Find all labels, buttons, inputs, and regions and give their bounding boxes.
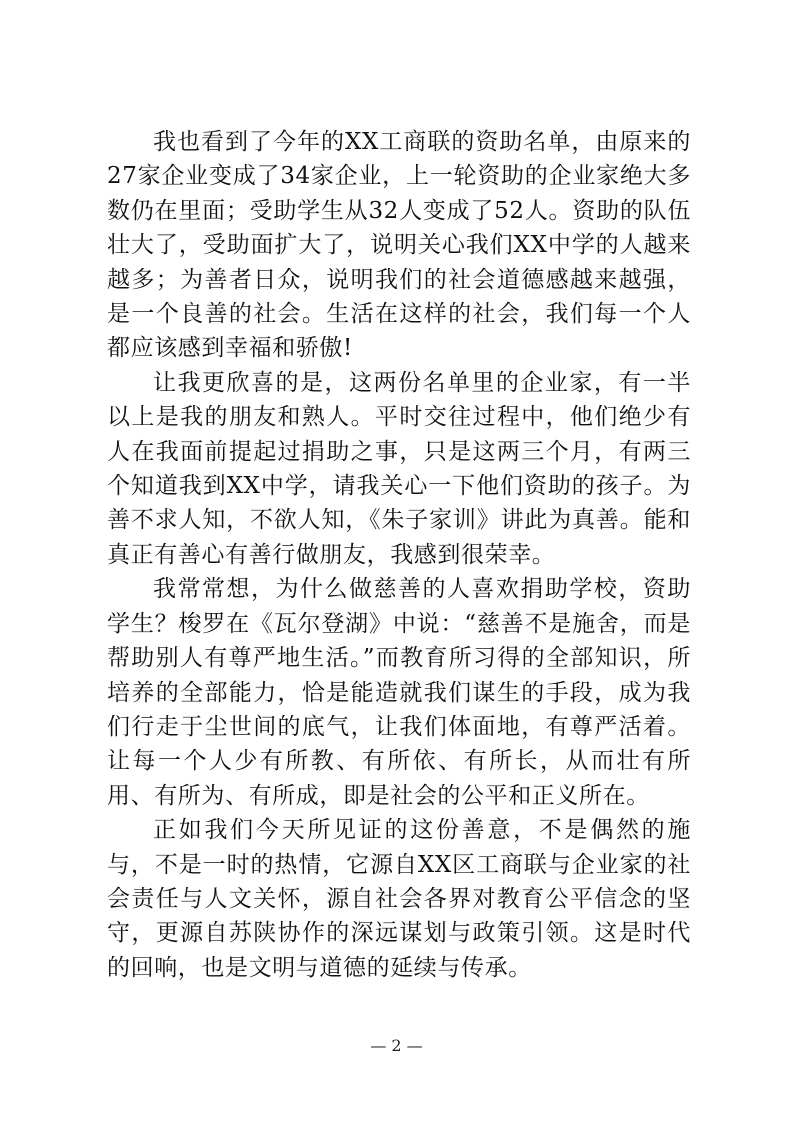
paragraph-2: 让我更欣喜的是，这两份名单里的企业家，有一半以上是我的朋友和熟人。平时交往过程中，他们绝少有人在我面前提起过捐助之事，只是这两三个月，有两三个知道我到XX中学，请我关心一下他们资助的孩子。为善不求人知，不欲人知，《朱子家训》讲此为真善。能和真正有善心有善行做朋友，我感到很荣幸。 — [107, 369, 691, 568]
paragraph-3: 我常常想，为什么做慈善的人喜欢捐助学校，资助学生？梭罗在《瓦尔登湖》中说：“慈善不是施舍，而是帮助别人有尊严地生活。”而教育所习得的全部知识，所培养的全部能力，恰是能造就我们谋生的手段，成为我们行走于尘世间的底气，让我们体面地，有尊严活着。让每一个人少有所教、有所依、有所长，从而壮有所用、有所为、有所成，即是社会的公平和正义所在。 — [107, 576, 691, 809]
document-body — [107, 125, 691, 985]
page-number: — 2 — — [370, 1036, 423, 1055]
paragraph-4: 正如我们今天所见证的这份善意，不是偶然的施与，不是一时的热情，它源自XX区工商联与企业家的社会责任与人文关怀，源自社会各界对教育公平信念的坚守，更源自苏陕协作的深远谋划与政策引领。这是时代的回响，也是文明与道德的延续与传承。 — [107, 817, 691, 981]
paragraph-1: 我也看到了今年的XX工商联的资助名单，由原来的27家企业变成了34家企业，上一轮资助的企业家绝大多数仍在里面；受助学生从32人变成了52人。资助的队伍壮大了，受助面扩大了，说明关心我们XX中学的人越来越多；为善者日众，说明我们的社会道德感越来越强，是一个良善的社会。生活在这样的社会，我们每一个人都应该感到幸福和骄傲! — [107, 129, 691, 362]
